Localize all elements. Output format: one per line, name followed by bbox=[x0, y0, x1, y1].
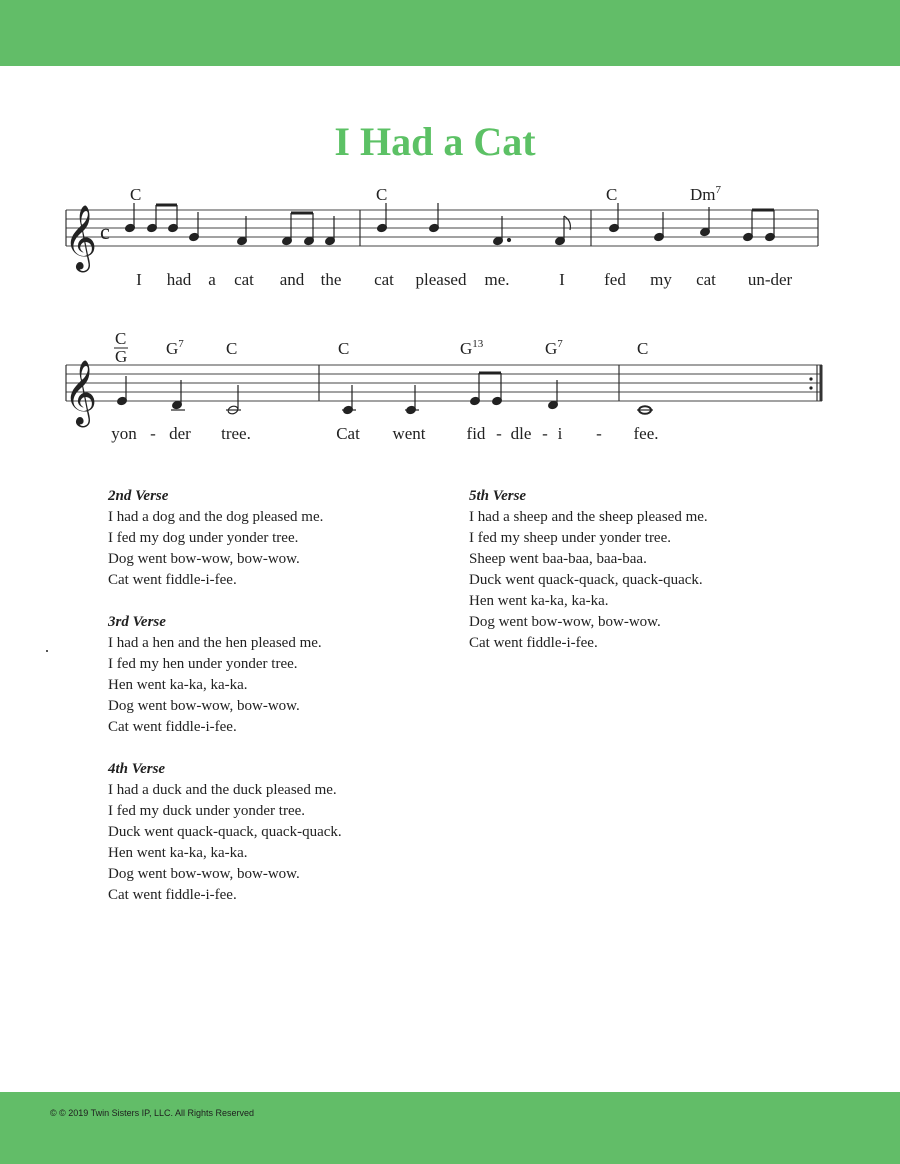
verse-line: Cat went fiddle-i-fee. bbox=[108, 572, 237, 588]
verse-line: Cat went fiddle-i-fee. bbox=[469, 635, 598, 651]
verse-title: 4th Verse bbox=[108, 761, 166, 777]
lyric: un-der bbox=[747, 270, 793, 289]
chord-root: G bbox=[545, 339, 558, 358]
verse-line: I had a duck and the duck pleased me. bbox=[108, 782, 337, 798]
lyric: i bbox=[557, 424, 563, 443]
lyric: I bbox=[136, 270, 142, 289]
chord: C bbox=[606, 185, 618, 204]
verse-line: Hen went ka-ka, ka-ka. bbox=[108, 677, 248, 693]
verse-line: Cat went fiddle-i-fee. bbox=[108, 887, 237, 903]
verse-line: Cat went fiddle-i-fee. bbox=[108, 719, 237, 735]
lyric: me. bbox=[484, 270, 510, 289]
verse-line: I fed my duck under yonder tree. bbox=[108, 803, 306, 819]
notes bbox=[117, 373, 653, 415]
lyric: - bbox=[542, 424, 548, 443]
chord-root: G bbox=[166, 339, 179, 358]
lyric: a bbox=[208, 270, 216, 289]
lyric: tree. bbox=[221, 424, 251, 443]
treble-clef-icon: 𝄞 bbox=[64, 205, 98, 270]
lyric: cat bbox=[374, 270, 394, 289]
lyric: cat bbox=[696, 270, 716, 289]
lyric: and bbox=[279, 270, 305, 289]
verse-line: I had a sheep and the sheep pleased me. bbox=[469, 509, 708, 525]
chord bbox=[545, 338, 563, 358]
staff-lines bbox=[66, 365, 822, 401]
verse-line: Hen went ka-ka, ka-ka. bbox=[108, 845, 248, 861]
stray-mark bbox=[46, 650, 48, 652]
chord-symbols bbox=[130, 184, 722, 204]
lyric: Cat bbox=[336, 424, 360, 443]
lyric: fee. bbox=[633, 424, 659, 443]
header-band bbox=[0, 0, 900, 66]
chord-extension: 13 bbox=[472, 338, 484, 350]
verse-4 bbox=[108, 759, 342, 906]
staff-line-1 bbox=[0, 180, 900, 300]
common-time-icon: c bbox=[100, 219, 110, 244]
verse-title: 2nd Verse bbox=[108, 488, 169, 504]
verse-3 bbox=[108, 612, 342, 738]
verse-title: 3rd Verse bbox=[108, 614, 166, 630]
verse-line: Duck went quack-quack, quack-quack. bbox=[108, 824, 342, 840]
lyric: had bbox=[166, 270, 192, 289]
verse-title: 5th Verse bbox=[469, 488, 527, 504]
lyric: I bbox=[559, 270, 565, 289]
treble-clef-icon: 𝄞 bbox=[64, 360, 98, 425]
lyric: pleased bbox=[415, 270, 467, 289]
verse-line: I had a dog and the dog pleased me. bbox=[108, 509, 324, 525]
chord-root: Dm bbox=[690, 185, 716, 204]
chord: G bbox=[115, 347, 128, 366]
chord-extension: 7 bbox=[178, 338, 184, 350]
song-title: I Had a Cat bbox=[334, 119, 536, 164]
chord-symbols bbox=[114, 329, 648, 366]
lyric: fed bbox=[604, 270, 626, 289]
chord: C bbox=[338, 339, 350, 358]
lyric: fid bbox=[466, 424, 486, 443]
verses-left-column bbox=[108, 486, 342, 927]
chord bbox=[690, 184, 722, 204]
lyric: yon bbox=[111, 424, 137, 443]
lyric: der bbox=[169, 424, 191, 443]
lyric: my bbox=[650, 270, 672, 289]
lyrics-line-2 bbox=[111, 424, 658, 443]
verse-line: Hen went ka-ka, ka-ka. bbox=[469, 593, 609, 609]
chord: C bbox=[115, 329, 127, 348]
chord bbox=[460, 338, 484, 358]
chord: C bbox=[130, 185, 142, 204]
chord: C bbox=[637, 339, 649, 358]
chord-extension: 7 bbox=[715, 184, 721, 196]
chord: C bbox=[376, 185, 388, 204]
staff-line-2 bbox=[0, 326, 900, 450]
lyric: the bbox=[320, 270, 342, 289]
verse-line: Dog went bow-wow, bow-wow. bbox=[108, 866, 300, 882]
chord-extension: 7 bbox=[557, 338, 563, 350]
notes bbox=[125, 203, 776, 246]
copyright-notice: © © 2019 Twin Sisters IP, LLC. All Rights Reserved bbox=[50, 1108, 255, 1118]
verse-line: I fed my dog under yonder tree. bbox=[108, 530, 299, 546]
lyric: - bbox=[596, 424, 602, 443]
verse-5 bbox=[469, 486, 708, 654]
footer-band bbox=[0, 1092, 900, 1164]
verse-line: Sheep went baa-baa, baa-baa. bbox=[469, 551, 647, 567]
chord bbox=[166, 338, 184, 358]
chord-root: G bbox=[460, 339, 473, 358]
lyric: cat bbox=[234, 270, 254, 289]
lyrics-line-1 bbox=[136, 270, 792, 289]
chord: C bbox=[226, 339, 238, 358]
verse-line: I fed my hen under yonder tree. bbox=[108, 656, 298, 672]
verse-line: Dog went bow-wow, bow-wow. bbox=[469, 614, 661, 630]
lyric: went bbox=[392, 424, 426, 443]
verse-line: Dog went bow-wow, bow-wow. bbox=[108, 551, 300, 567]
verse-2 bbox=[108, 486, 342, 591]
verse-line: Dog went bow-wow, bow-wow. bbox=[108, 698, 300, 714]
lyric: dle bbox=[510, 424, 532, 443]
lyric: - bbox=[150, 424, 156, 443]
verse-line: I had a hen and the hen pleased me. bbox=[108, 635, 322, 651]
verses-right-column bbox=[469, 486, 708, 675]
verse-line: Duck went quack-quack, quack-quack. bbox=[469, 572, 703, 588]
verse-line: I fed my sheep under yonder tree. bbox=[469, 530, 672, 546]
lyric: - bbox=[496, 424, 502, 443]
